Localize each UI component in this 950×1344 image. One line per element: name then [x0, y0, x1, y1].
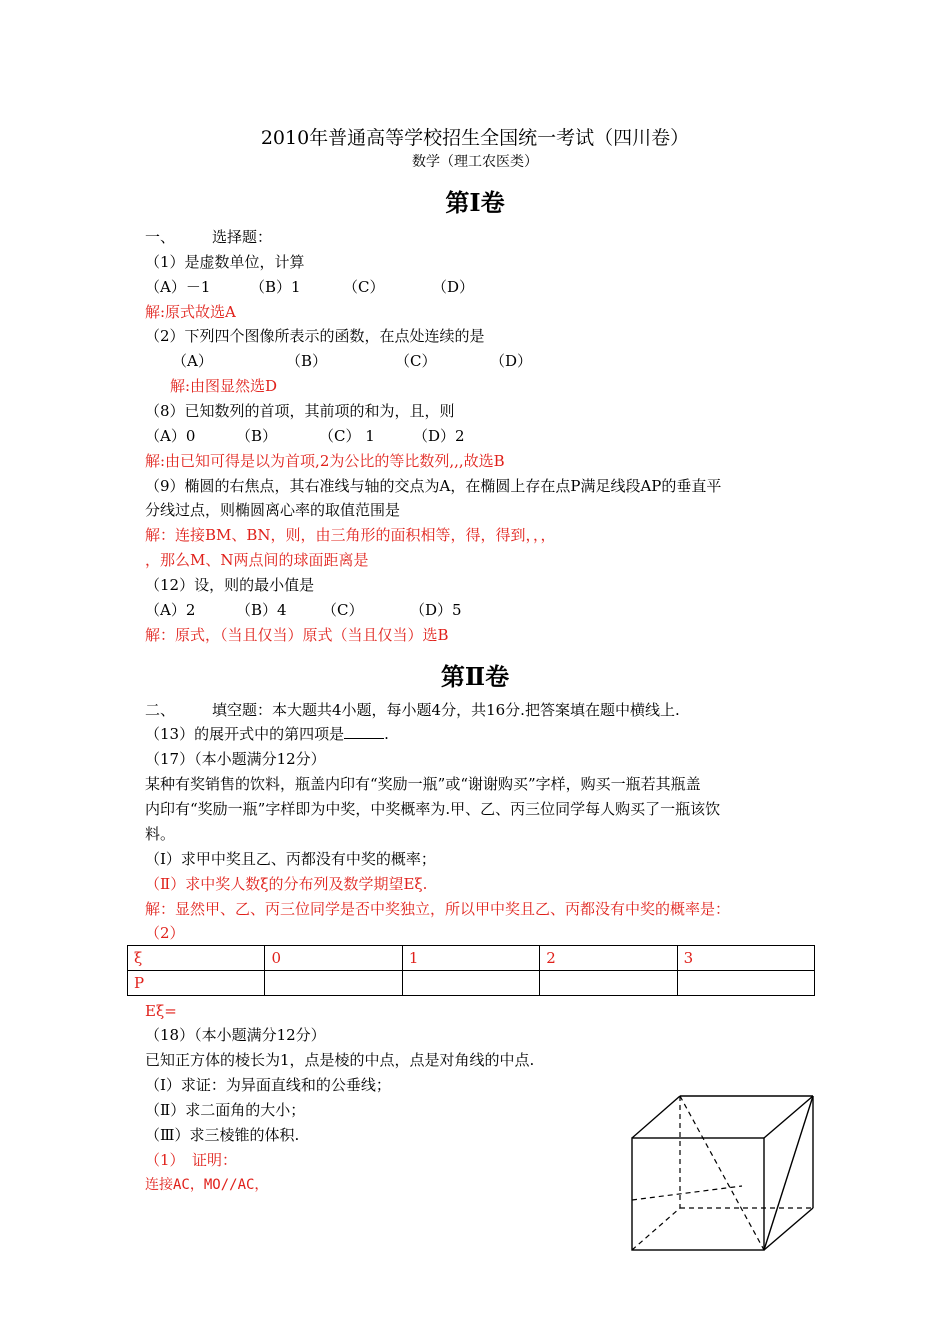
q17-part2: （Ⅱ）求中奖人数ξ的分布列及数学期望Eξ.	[145, 875, 428, 893]
q9-stem-line2: 分线过点，则椭圆离心率的取值范围是	[145, 501, 401, 519]
exam-subtitle: 数学（理工农医类）	[412, 154, 538, 170]
q12-option-b: （B）4	[236, 601, 287, 619]
q2-solution: 解:由图显然选D	[170, 377, 278, 395]
q18-solution-label: （1） 证明：	[145, 1151, 238, 1169]
q12-option-d: （D）5	[410, 601, 462, 619]
table-cell	[677, 971, 814, 996]
cube-figure	[625, 1090, 825, 1260]
section1-number: 一、	[145, 228, 176, 246]
q18-part1: （Ⅰ）求证：为异面直线和的公垂线；	[145, 1076, 391, 1094]
section2-label: 填空题：本大题共4小题，每小题4分，共16分.把答案填在题中横线上.	[212, 701, 680, 719]
q8-solution: 解:由已知可得是以为首项,2为公比的等比数列,,,故选B	[145, 452, 505, 470]
q17-part1: （Ⅰ）求甲中奖且乙、丙都没有中奖的概率；	[145, 850, 436, 868]
answer-blank	[344, 724, 384, 739]
table-cell: ξ	[128, 946, 265, 971]
table-row	[128, 971, 815, 996]
table-cell: 0	[265, 946, 402, 971]
q9-solution-line1: 解：连接BM、BN，则，由三角形的面积相等，得，得到，，，	[145, 526, 556, 544]
cube-front-face	[632, 1138, 764, 1250]
q17-head: （17）（本小题满分12分）	[145, 750, 326, 768]
q1-option-b: （B）1	[250, 278, 301, 296]
q9-stem-line1: （9）椭圆的右焦点，其右准线与轴的交点为A，在椭圆上存在点P满足线段AP的垂直平	[145, 477, 722, 495]
q2-option-d: （D）	[490, 352, 533, 370]
cube-midpoint-segment	[632, 1186, 742, 1200]
table-row	[128, 946, 815, 971]
q17-solution: 解：显然甲、乙、丙三位同学是否中奖独立，所以甲中奖且乙、丙都没有中奖的概率是：	[145, 900, 731, 918]
q2-stem: （2）下列四个图像所表示的函数，在点处连续的是	[145, 327, 485, 345]
cube-space-diagonal	[680, 1096, 764, 1250]
q18-solution-line: 连接AC，MO//AC，	[145, 1177, 269, 1193]
q17-expectation: Eξ=	[145, 1002, 177, 1020]
table-cell: 2	[540, 946, 677, 971]
q1-stem: （1）是虚数单位，计算	[145, 253, 305, 271]
q17-paragraph-line1: 某种有奖销售的饮料，瓶盖内印有“奖励一瓶”或“谢谢购买”字样，购买一瓶若其瓶盖	[145, 775, 701, 793]
q18-part3: （Ⅲ）求三棱锥的体积.	[145, 1126, 300, 1144]
table-cell	[265, 971, 402, 996]
q1-option-a: （A）－1	[145, 278, 211, 296]
cube-face-diagonal	[764, 1096, 813, 1250]
q12-solution: 解：原式，（当且仅当）原式（当且仅当）选B	[145, 626, 449, 644]
q8-option-b: （B）	[236, 427, 278, 445]
q2-option-a: （A）	[172, 352, 213, 370]
table-cell: 1	[402, 946, 539, 971]
q1-solution: 解:原式故选A	[145, 303, 236, 321]
q17-paragraph-line3: 料。	[145, 825, 176, 843]
q8-option-c: （C） 1	[319, 427, 375, 445]
table-cell	[402, 971, 539, 996]
q18-paragraph: 已知正方体的棱长为1，点是棱的中点，点是对角线的中点.	[145, 1051, 535, 1069]
q18-part2: （Ⅱ）求二面角的大小；	[145, 1101, 306, 1119]
q17-part2-label: （2）	[145, 924, 185, 942]
q12-stem: （12）设，则的最小值是	[145, 576, 315, 594]
section1-label: 选择题：	[212, 228, 273, 246]
q12-option-a: （A）2	[145, 601, 196, 619]
q18-head: （18）（本小题满分12分）	[145, 1026, 326, 1044]
table-cell: 3	[677, 946, 814, 971]
q2-option-c: （C）	[395, 352, 437, 370]
q12-option-c: （C）	[322, 601, 364, 619]
q9-solution-line2: ，那么M、N两点间的球面距离是	[145, 551, 369, 569]
q13-end: .	[384, 725, 389, 743]
table-cell	[540, 971, 677, 996]
q2-option-b: （B）	[286, 352, 328, 370]
section2-number: 二、	[145, 701, 176, 719]
part2-heading: 第Ⅱ卷	[440, 662, 510, 691]
q13-stem: （13）的展开式中的第四项是	[145, 725, 345, 743]
cube-hidden-depth-edge	[632, 1208, 680, 1250]
part1-heading: 第Ⅰ卷	[445, 188, 505, 217]
q1-option-d: （D）	[432, 278, 475, 296]
distribution-table	[127, 945, 815, 996]
exam-title: 2010年普通高等学校招生全国统一考试（四川卷）	[260, 127, 690, 149]
table-cell: P	[128, 971, 265, 996]
q13-line	[145, 724, 389, 744]
q1-option-c: （C）	[343, 278, 385, 296]
cube-edge-top-left	[632, 1096, 680, 1138]
q8-option-d: （D）2	[413, 427, 465, 445]
q8-stem: （8）已知数列的首项，其前项的和为，且，则	[145, 402, 455, 420]
q17-paragraph-line2: 内印有“奖励一瓶”字样即为中奖，中奖概率为.甲、乙、丙三位同学每人购买了一瓶该饮	[145, 800, 721, 818]
q8-option-a: （A）0	[145, 427, 196, 445]
